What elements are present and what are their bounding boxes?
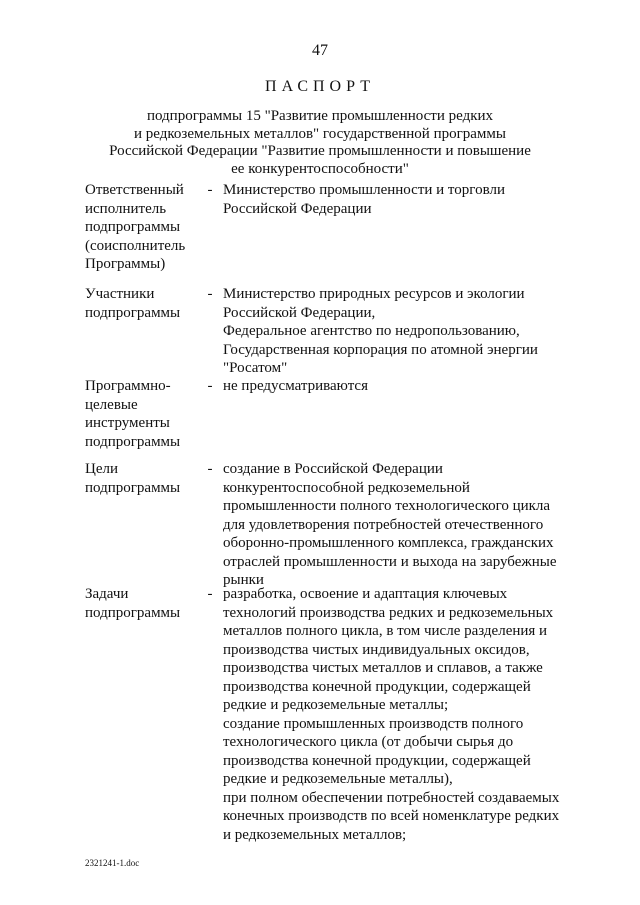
value-line: создание промышленных производств полного xyxy=(223,715,524,732)
row-label-responsible xyxy=(85,181,203,274)
subtitle-line: ее конкурентоспособности" xyxy=(231,160,409,177)
label-line: Задачи xyxy=(85,586,129,602)
row-label-goals xyxy=(85,460,203,497)
label-line: подпрограммы xyxy=(85,604,181,621)
row-dash: - xyxy=(207,286,213,302)
row-dash: - xyxy=(207,182,213,198)
label-line: Ответственный xyxy=(85,182,184,198)
row-dash: - xyxy=(207,586,213,602)
label-line: исполнитель xyxy=(85,200,167,217)
value-line: Министерство природных ресурсов и экологии xyxy=(223,286,525,302)
label-line: подпрограммы xyxy=(85,304,181,321)
footer-filename: 2321241-1.doc xyxy=(85,858,140,868)
value-line: для удовлетворения потребностей отечественного xyxy=(223,516,544,533)
value-line: редкие и редкоземельные металлы; xyxy=(223,697,449,713)
value-line: Государственная корпорация по атомной энергии xyxy=(223,341,538,358)
label-line: подпрограммы xyxy=(85,433,181,450)
label-line: инструменты xyxy=(85,415,170,431)
label-line: Программно- xyxy=(85,378,171,394)
value-line: отраслей промышленности и выхода на зарубежные xyxy=(223,553,557,570)
value-line: конечных производств по всей номенклатуре редких xyxy=(223,808,560,824)
value-line: и редкоземельных металлов; xyxy=(223,826,407,843)
row-label-tasks xyxy=(85,585,203,622)
value-line: разработка, освоение и адаптация ключевых xyxy=(223,586,508,602)
subtitle xyxy=(90,108,550,178)
value-line: "Росатом" xyxy=(223,360,288,376)
value-line: промышленности полного технологического цикла xyxy=(223,498,551,514)
row-value-goals xyxy=(223,460,568,590)
row-label-instruments xyxy=(85,377,203,451)
value-line: не предусматриваются xyxy=(223,378,368,394)
label-line: целевые xyxy=(85,396,138,413)
value-line: производства конечной продукции, содержащей xyxy=(223,678,531,695)
subtitle-line: и редкоземельных металлов" государственной программы xyxy=(134,125,506,142)
label-line: Цели xyxy=(85,461,119,477)
row-value-instruments xyxy=(223,377,568,396)
value-line: Федеральное агентство по недропользованию, xyxy=(223,323,520,339)
value-line: технологий производства редких и редкоземельных xyxy=(223,604,554,621)
label-line: подпрограммы xyxy=(85,479,181,496)
value-line: редкие и редкоземельные металлы), xyxy=(223,771,453,787)
page-number: 47 xyxy=(312,42,328,59)
value-line: производства конечной продукции, содержащей xyxy=(223,752,531,769)
row-dash: - xyxy=(207,378,213,394)
value-line: технологического цикла (от добычи сырья до xyxy=(223,734,514,750)
value-line: создание в Российской Федерации xyxy=(223,461,443,477)
label-line: подпрограммы xyxy=(85,219,181,235)
value-line: при полном обеспечении потребностей создаваемых xyxy=(223,789,560,806)
value-line: металлов полного цикла, в том числе разделения и xyxy=(223,623,548,639)
row-label-participants xyxy=(85,285,203,322)
value-line: производства чистых индивидуальных оксидов, xyxy=(223,641,530,658)
document-title: ПАСПОРТ xyxy=(265,78,375,95)
subtitle-line: Российской Федерации "Развитие промышленности и повышение xyxy=(109,143,531,159)
row-value-responsible xyxy=(223,181,568,218)
value-line: рынки xyxy=(223,572,264,588)
value-line: Российской Федерации xyxy=(223,200,372,217)
row-value-participants xyxy=(223,285,568,378)
value-line: производства чистых металлов и сплавов, а также xyxy=(223,660,543,676)
row-value-tasks xyxy=(223,585,568,844)
row-dash: - xyxy=(207,461,213,477)
value-line: конкурентоспособной редкоземельной xyxy=(223,479,470,496)
value-line: Российской Федерации, xyxy=(223,304,376,321)
subtitle-line: подпрограммы 15 "Развитие промышленности редких xyxy=(146,108,494,124)
value-line: оборонно-промышленного комплекса, гражданских xyxy=(223,535,554,551)
label-line: (соисполнитель xyxy=(85,237,186,254)
label-line: Участники xyxy=(85,286,155,302)
label-line: Программы) xyxy=(85,256,166,272)
value-line: Министерство промышленности и торговли xyxy=(223,182,505,198)
